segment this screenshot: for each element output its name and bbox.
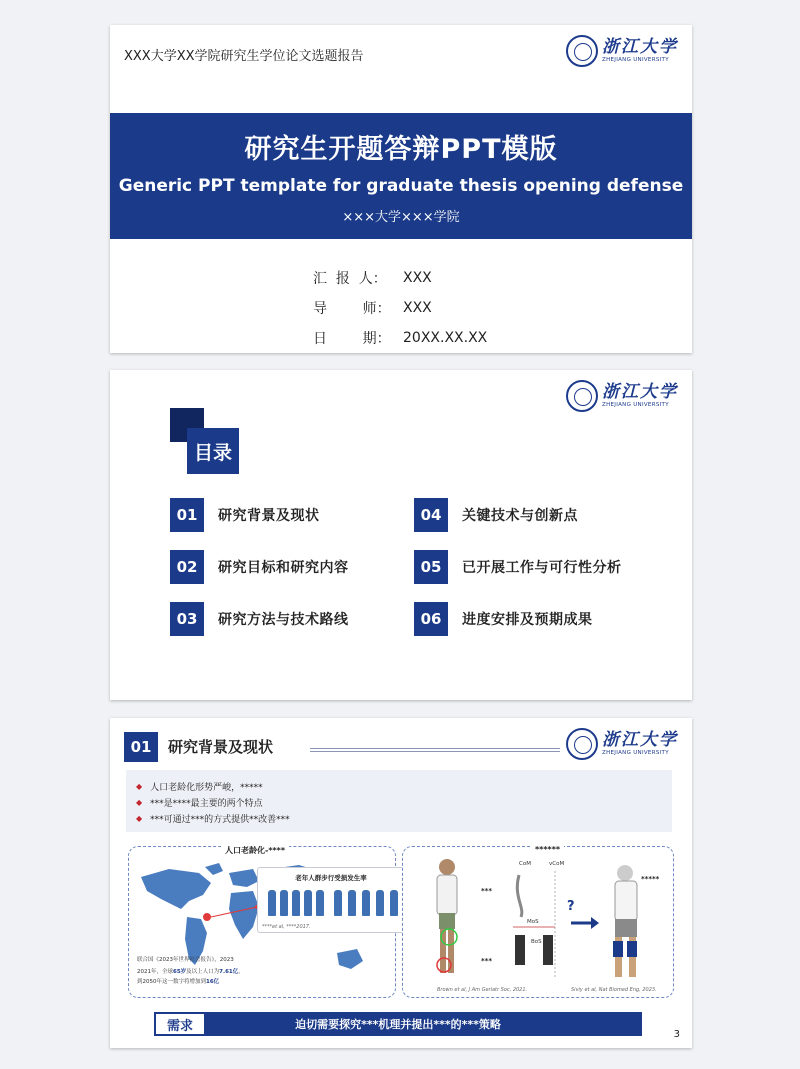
report-header: XXX大学XX学院研究生学位论文选题报告 [124, 49, 364, 64]
slide-subtitle: Generic PPT template for graduate thesis opening defense [118, 176, 684, 196]
axis-bos: BoS [531, 939, 542, 945]
bullet-text: ***是****最主要的两个特点 [150, 798, 263, 809]
toc-label: 已开展工作与可行性分析 [462, 560, 622, 576]
bullet-box [126, 770, 672, 832]
info-row [313, 293, 487, 323]
info-label: 汇 报 人： [313, 271, 387, 287]
info-value: XXX [403, 270, 432, 286]
source-note: 联合国《2023年世界社会报告》，2023 [137, 957, 234, 963]
cite-siviy: Siviy et al, Nat Biomed Eng, 2023. [571, 987, 657, 993]
toc-label: 研究背景及现状 [218, 508, 320, 524]
toc-label: 进度安排及预期成果 [462, 612, 593, 628]
section-number: 01 [124, 732, 158, 762]
person-icon [348, 890, 356, 916]
university-logo [566, 35, 678, 67]
contents-heading: 目录 [187, 428, 239, 474]
person-icon [376, 890, 384, 916]
university-logo [566, 380, 678, 412]
title-banner [110, 113, 692, 239]
info-value: XXX [403, 300, 432, 316]
toc-label: 关键技术与创新点 [462, 508, 578, 524]
logo-cn: 浙江大学 [602, 729, 678, 750]
toc-item[interactable] [414, 602, 593, 636]
org-name: ×××大学×××学院 [342, 210, 460, 225]
popup-title: 老年人群步行受损发生率 [295, 874, 367, 882]
info-row [313, 263, 487, 293]
toc-label: 研究目标和研究内容 [218, 560, 349, 576]
question-mark: ? [567, 899, 575, 914]
axis-com: CoM [519, 861, 531, 867]
person-icon [316, 890, 324, 916]
person-icon [292, 890, 300, 916]
toc-number: 03 [170, 602, 204, 636]
seal-icon [566, 380, 598, 412]
annot-a: *** [481, 887, 492, 895]
person-icon [304, 890, 312, 916]
gait-popup [257, 867, 405, 933]
background-slide [110, 718, 692, 1048]
contents-slide [110, 370, 692, 700]
section-title: 研究背景及现状 [168, 738, 274, 756]
info-label: 日 期： [313, 331, 391, 347]
toc-number: 06 [414, 602, 448, 636]
axis-vcom: vCoM [549, 861, 565, 867]
toc-number: 01 [170, 498, 204, 532]
logo-en: ZHEJIANG UNIVERSITY [602, 749, 669, 756]
toc-label: 研究方法与技术路线 [218, 612, 349, 628]
logo-en: ZHEJIANG UNIVERSITY [602, 56, 669, 63]
stat-line: 到2050年这一数字将增加到16亿 [137, 979, 220, 985]
toc-item[interactable] [414, 550, 622, 584]
page-number: 3 [673, 1029, 680, 1040]
toc-number: 02 [170, 550, 204, 584]
logo-cn: 浙江大学 [602, 36, 678, 57]
bullet-dot-icon: ◆ [136, 797, 143, 807]
bullet-dot-icon: ◆ [136, 781, 143, 791]
need-text: 迫切需要探究***机理并提出***的***策略 [295, 1018, 501, 1031]
walker-icon [334, 890, 342, 916]
popup-cite: ****et al, ****2017. [262, 924, 311, 930]
logo-en: ZHEJIANG UNIVERSITY [602, 401, 669, 408]
need-banner [154, 1012, 642, 1036]
info-value: 20XX.XX.XX [403, 330, 488, 346]
annot-c: ***** [641, 875, 660, 883]
axis-mos: MoS [527, 919, 539, 925]
aging-panel [128, 846, 396, 998]
panel-title: ****** [531, 845, 564, 854]
cite-brown: Brown et al, J Am Geriatr Soc, 2021. [437, 987, 528, 993]
presenter-info [313, 263, 487, 353]
bullet-text: 人口老龄化形势严峻，***** [150, 782, 263, 793]
panel-title: 人口老龄化-**** [221, 845, 289, 856]
title-rule [310, 751, 560, 752]
toc-item[interactable] [170, 550, 349, 584]
wheelchair-icon [362, 890, 370, 916]
stat-line: 2021年，全球65岁及以上人口为7.61亿， [137, 969, 244, 975]
logo-cn: 浙江大学 [602, 381, 678, 402]
info-row [313, 323, 487, 353]
toc-number: 04 [414, 498, 448, 532]
seal-icon [566, 728, 598, 760]
bullet-text: ***可通过***的方式提供**改善*** [150, 814, 290, 825]
gait-panel [402, 846, 674, 998]
gait-figures-icon [403, 847, 675, 999]
person-icon [390, 890, 398, 916]
bullet-dot-icon: ◆ [136, 813, 143, 823]
title-slide [110, 25, 692, 353]
bullet-item [136, 810, 662, 826]
bullet-item [136, 778, 662, 794]
seal-icon [566, 35, 598, 67]
toc-item[interactable] [170, 602, 349, 636]
info-label: 导 师： [313, 301, 391, 317]
toc-item[interactable] [414, 498, 578, 532]
need-tag: 需求 [154, 1012, 206, 1036]
person-icon [268, 890, 276, 916]
university-logo [566, 728, 678, 760]
title-rule [310, 748, 560, 749]
slide-title: 研究生开题答辩PPT模版 [244, 134, 558, 165]
toc-item[interactable] [170, 498, 320, 532]
person-icon [280, 890, 288, 916]
toc-number: 05 [414, 550, 448, 584]
annot-b: *** [481, 957, 492, 965]
bullet-item [136, 794, 662, 810]
